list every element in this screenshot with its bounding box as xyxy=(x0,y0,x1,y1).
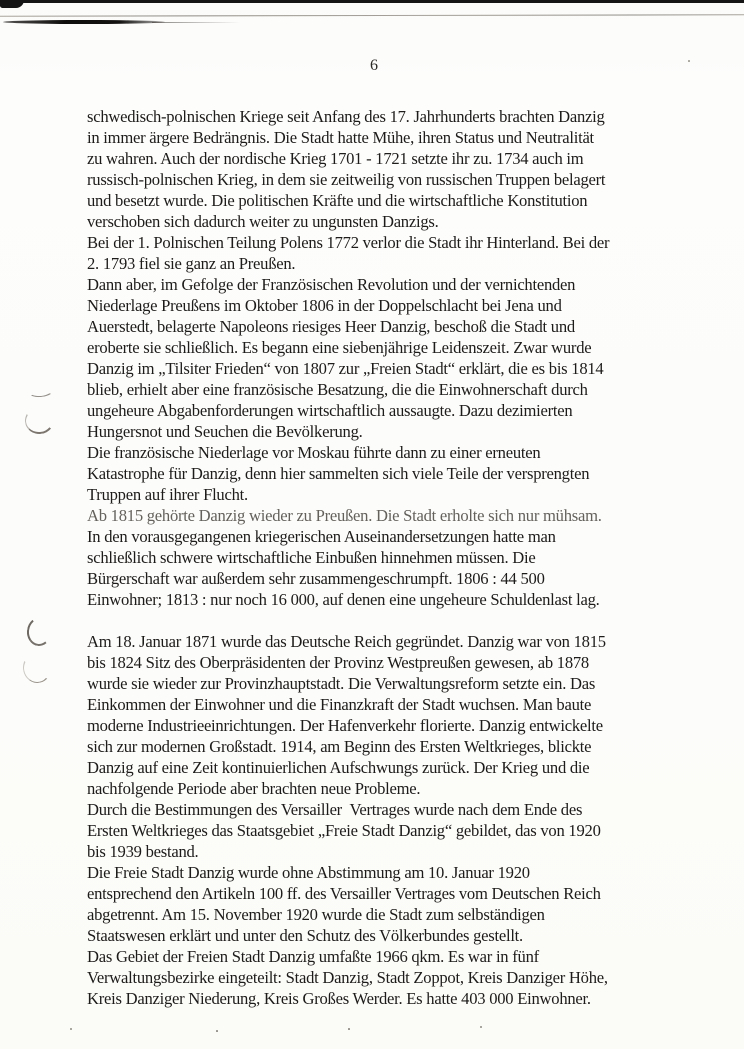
text-line: In den vorausgegangenen kriegerischen Auseinandersetzungen hatte man xyxy=(87,527,556,546)
text-line: Das Gebiet der Freien Stadt Danzig umfaßte 1966 qkm. Es war in fünf xyxy=(87,947,539,966)
scan-artifact-top-corner xyxy=(0,0,24,8)
text-line: Staatswesen erklärt und unter den Schutz des Völkerbundes gestellt. xyxy=(87,926,523,945)
text-line: bis 1939 bestand. xyxy=(87,842,199,861)
binder-hole-shadow-1 xyxy=(25,380,55,398)
text-line: schwedisch-polnischen Kriege seit Anfang des 17. Jahrhunderts brachten Danzig xyxy=(87,107,605,126)
binder-hole-shadow-2 xyxy=(23,405,55,435)
text-line: eroberte sie schließlich. Es begann eine siebenjährige Leidenszeit. Zwar wurde xyxy=(87,338,592,357)
text-line: nachfolgende Periode aber brachten neue Probleme. xyxy=(87,779,421,798)
text-line: bis 1824 Sitz des Oberpräsidenten der Provinz Westpreußen gewesen, ab 1878 xyxy=(87,653,589,672)
text-line: Danzig im „Tilsiter Frieden“ von 1807 zur „Freien Stadt“ erklärt, die es bis 1814 xyxy=(87,359,604,378)
scan-artifact-hairline xyxy=(0,14,744,17)
text-line: blieb, erhielt aber eine französische Besatzung, die die Einwohnerschaft durch xyxy=(87,380,588,399)
text-line: sich zur modernen Großstadt. 1914, am Beginn des Ersten Weltkrieges, blickte xyxy=(87,737,592,756)
text-line: abgetrennt. Am 15. November 1920 wurde die Stadt zum selbständigen xyxy=(87,905,545,924)
text-line: Auerstedt, belagerte Napoleons riesiges Heer Danzig, beschoß die Stadt und xyxy=(87,317,575,336)
text-line: Ab 1815 gehörte Danzig wieder zu Preußen. Die Stadt erholte sich nur mühsam. xyxy=(87,506,602,525)
text-line: Verwaltungsbezirke eingeteilt: Stadt Danzig, Stadt Zoppot, Kreis Danziger Höhe, xyxy=(87,968,608,987)
text-line: schließlich schwere wirtschaftliche Einbußen hinnehmen müssen. Die xyxy=(87,548,536,567)
text-line: Truppen auf ihrer Flucht. xyxy=(87,485,248,504)
text-line: Hungersnot und Seuchen die Bevölkerung. xyxy=(87,422,363,441)
text-line: Die Freie Stadt Danzig wurde ohne Abstimmung am 10. Januar 1920 xyxy=(87,863,530,882)
scan-speck xyxy=(480,1026,482,1028)
text-line: russisch-polnischen Krieg, in dem sie zeitweilig von russischen Truppen belagert xyxy=(87,170,606,189)
binder-hole-shadow-4 xyxy=(21,651,54,685)
scan-speck xyxy=(688,60,690,62)
page-number: 6 xyxy=(370,57,378,74)
scan-artifact-ink-smudge-tail xyxy=(152,22,240,24)
text-line: Einwohner; 1813 : nur noch 16 000, auf denen eine ungeheure Schuldenlast lag. xyxy=(87,590,600,609)
text-line: 2. 1793 fiel sie ganz an Preußen. xyxy=(87,254,296,273)
text-line: wurde sie wieder zur Provinzhauptstadt. Die Verwaltungsreform setzte ein. Das xyxy=(87,674,596,693)
text-line: Danzig auf eine Zeit kontinuierlichen Aufschwungs zurück. Der Krieg und die xyxy=(87,758,590,777)
text-line: Katastrophe für Danzig, denn hier sammelten sich viele Teile der versprengten xyxy=(87,464,590,483)
text-line: Bürgerschaft war außerdem sehr zusammengeschrumpft. 1806 : 44 500 xyxy=(87,569,545,588)
text-line: und besetzt wurde. Die politischen Kräfte und die wirtschaftliche Konstitution xyxy=(87,191,588,210)
blank-line xyxy=(87,610,687,631)
document-text xyxy=(87,106,687,1009)
text-line: Einkommen der Einwohner und die Finanzkraft der Stadt wuchsen. Man baute xyxy=(87,695,592,714)
text-line: Am 18. Januar 1871 wurde das Deutsche Reich gegründet. Danzig war von 1815 xyxy=(87,632,606,651)
text-line: Die französische Niederlage vor Moskau führte dann zu einer erneuten xyxy=(87,443,541,462)
scan-speck xyxy=(348,1028,350,1030)
text-line: Niederlage Preußens im Oktober 1806 in der Doppelschlacht bei Jena und xyxy=(87,296,562,315)
text-line: moderne Industrieeinrichtungen. Der Hafenverkehr florierte. Danzig entwickelte xyxy=(87,716,603,735)
text-line: Ersten Weltkrieges das Staatsgebiet „Freie Stadt Danzig“ gebildet, das von 1920 xyxy=(87,821,601,840)
text-line: Bei der 1. Polnischen Teilung Polens 1772 verlor die Stadt ihr Hinterland. Bei der xyxy=(87,233,610,252)
text-line: zu wahren. Auch der nordische Krieg 1701 - 1721 setzte ihr zu. 1734 auch im xyxy=(87,149,584,168)
scan-artifact-ink-smudge xyxy=(3,20,165,24)
text-line: ungeheure Abgabenforderungen wirtschaftlich aussaugte. Dazu dezimierten xyxy=(87,401,573,420)
text-line: entsprechend den Artikeln 100 ff. des Versailler Vertrages vom Deutschen Reich xyxy=(87,884,601,903)
binder-hole-shadow-3 xyxy=(25,615,54,647)
text-line: in immer ärgere Bedrängnis. Die Stadt hatte Mühe, ihren Status und Neutralität xyxy=(87,128,594,147)
text-line: verschoben sich dadurch weiter zu ungunsten Danzigs. xyxy=(87,212,439,231)
scan-speck xyxy=(70,1028,72,1030)
text-line: Kreis Danziger Niederung, Kreis Großes Werder. Es hatte 403 000 Einwohner. xyxy=(87,989,591,1008)
scan-speck xyxy=(216,1030,218,1032)
text-line: Durch die Bestimmungen des Versailler Vertrages wurde nach dem Ende des xyxy=(87,800,583,819)
scan-artifact-top-edge xyxy=(0,0,744,3)
text-line: Dann aber, im Gefolge der Französischen Revolution und der vernichtenden xyxy=(87,275,576,294)
